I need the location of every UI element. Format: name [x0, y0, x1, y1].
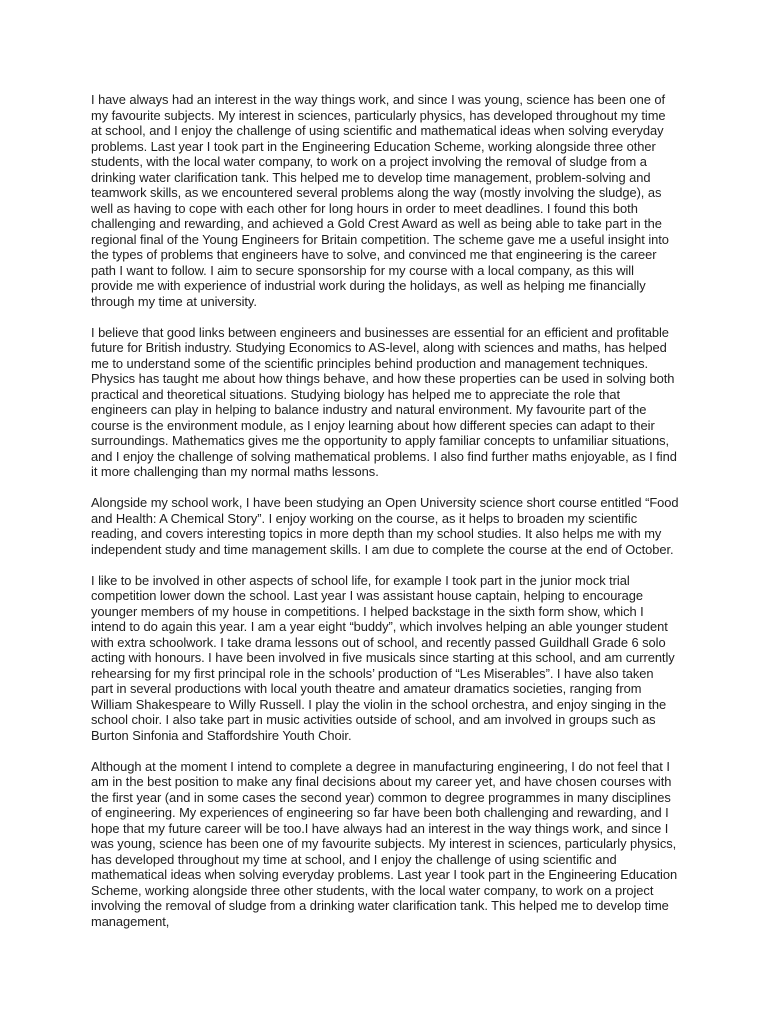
- paragraph-interest-in-science: I have always had an interest in the way things work, and since I was young, science has been one of my favourite subjects. My interest in sciences, particularly physics, has developed throughout my time at school, and I enjoy the challenge of using scientific and mathematical ideas when solving everyday problems. Last year I took part in the Engineering Education Scheme, working alongside three other students, with the local water company, to work on a project involving the removal of sludge from a drinking water clarification tank. This helped me to develop time management, problem-solving and teamwork skills, as we encountered several problems along the way (mostly involving the sludge), as well as having to cope with each other for long hours in order to meet deadlines. I found this both challenging and rewarding, and achieved a Gold Crest Award as well as being able to take part in the regional final of the Young Engineers for Britain competition. The scheme gave me a useful insight into the types of problems that engineers have to solve, and convinced me that engineering is the career path I want to follow. I aim to secure sponsorship for my course with a local company, as this will provide me with experience of industrial work during the holidays, as well as helping me financially through my time at university.: [91, 92, 669, 309]
- paragraph-career-plans: Although at the moment I intend to complete a degree in manufacturing engineering, I do not feel that I am in the best position to make any final decisions about my career yet, and have chosen courses with the first year (and in some cases the second year) common to degree programmes in many disciplines of engineering. My experiences of engineering so far have been both challenging and rewarding, and I hope that my future career will be too.I have always had an interest in the way things work, and since I was young, science has been one of my favourite subjects. My interest in sciences, particularly physics, has developed throughout my time at school, and I enjoy the challenge of using scientific and mathematical ideas when solving everyday problems. Last year I took part in the Engineering Education Scheme, working alongside three other students, with the local water company, to work on a project involving the removal of sludge from a drinking water clarification tank. This helped me to develop time management,: [91, 758, 678, 929]
- paragraph-school-activities: I like to be involved in other aspects of school life, for example I took part in the junior mock trial competition lower down the school. Last year I was assistant house captain, helping to encourage younger members of my house in competitions. I helped backstage in the sixth form show, which I intend to do again this year. I am a year eight “buddy”, which involves helping an able younger student with extra schoolwork. I take drama lessons out of school, and recently passed Guildhall Grade 6 solo acting with honours. I have been involved in five musicals since starting at this school, and am currently rehearsing for my first principal role in the schools’ production of “Les Miserables”. I have also taken part in several productions with local youth theatre and amateur dramatics societies, ranging from William Shakespeare to Willy Russell. I play the violin in the school orchestra, and enjoy singing in the school choir. I also take part in music activities outside of school, and am involved in groups such as Burton Sinfonia and Staffordshire Youth Choir.: [91, 572, 675, 743]
- document-body: [91, 92, 679, 929]
- paragraph-engineering-and-business: I believe that good links between engineers and businesses are essential for an efficient and profitable future for British industry. Studying Economics to AS-level, along with sciences and maths, has helped me to understand some of the scientific principles behind production and management techniques. Physics has taught me about how things behave, and how these properties can be used in solving both practical and theoretical situations. Studying biology has helped me to appreciate the role that engineers can play in helping to balance industry and natural environment. My favourite part of the course is the environment module, as I enjoy learning about how different species can adapt to their surroundings. Mathematics gives me the opportunity to apply familiar concepts to unfamiliar situations, and I enjoy the challenge of solving mathematical problems. I also find further maths enjoyable, as I find it more challenging than my normal maths lessons.: [91, 324, 677, 479]
- paragraph-open-university-course: Alongside my school work, I have been studying an Open University science short course entitled “Food and Health: A Chemical Story”. I enjoy working on the course, as it helps to broaden my scientific reading, and covers interesting topics in more depth than my school studies. It also helps me with my independent study and time management skills. I am due to complete the course at the end of October.: [91, 495, 679, 557]
